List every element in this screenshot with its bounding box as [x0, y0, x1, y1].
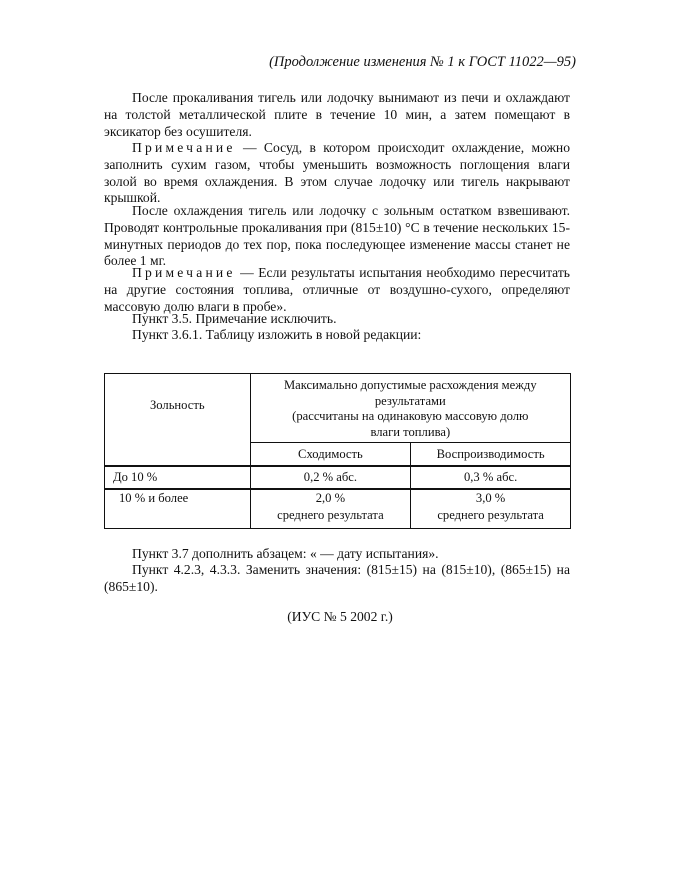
note-2 — [104, 265, 570, 315]
group-header-line: результатами — [374, 393, 446, 408]
cell-repeatability — [250, 489, 411, 529]
paragraph-text: Пункт 3.6.1. Таблицу изложить в новой редакции: — [132, 327, 422, 342]
cell-ash: До 10 % — [105, 466, 251, 489]
header-text: Зольность — [149, 398, 205, 412]
table-row — [105, 489, 571, 529]
paragraph-3-7 — [104, 546, 570, 563]
paragraph-weighing — [104, 203, 570, 270]
note-text: — Если результаты испытания необходимо пересчитать на другие состояния топлива, отличные от воздушно-сухого, определяют массовую долю влаги в пробе». — [104, 265, 570, 314]
note-1 — [104, 140, 570, 207]
page-header: (Продолжение изменения № 1 к ГОСТ 11022—95) — [269, 54, 576, 70]
table-row — [105, 466, 571, 489]
col-header-ash — [105, 374, 251, 467]
paragraph-text: Пункт 3.5. Примечание исключить. — [132, 311, 337, 326]
group-header-line: Максимально допустимые расхождения между — [283, 378, 537, 392]
paragraph-3-6-1 — [104, 327, 570, 344]
cell-ash: 10 % и более — [105, 489, 251, 529]
paragraph-4-2-3 — [104, 562, 570, 596]
cell-line: 3,0 % — [475, 491, 506, 505]
group-header-line: (рассчитаны на одинаковую массовую долю — [292, 409, 529, 423]
paragraph-text: После охлаждения тигель или лодочку с зольным остатком взвешивают. Проводят контрольные прокаливания при (815±10) °С в течение нескольких 15-минутных периодов до тех пор, пока последующее изменение массы станет не более 1 мг. — [104, 203, 570, 269]
cell-repeatability: 0,2 % абс. — [250, 466, 411, 489]
cell-reproducibility — [411, 489, 571, 529]
note-text: — Сосуд, в котором происходит охлаждение, можно заполнить сухим газом, чтобы уменьшить возможность поглощения влаги золой во время охлаждения. В этом случае лодочку или тигель накрывают крышкой. — [104, 140, 570, 206]
paragraph-text: Пункт 3.7 дополнить абзацем: « — дату испытания». — [132, 546, 439, 561]
paragraph-text: Пункт 4.2.3, 4.3.3. Заменить значения: (815±15) на (815±10), (865±15) на (865±10). — [104, 562, 570, 594]
paragraph-text: После прокаливания тигель или лодочку вынимают из печи и охлаждают на толстой металлической плите в течение 10 мин, а затем помещают в эксикатор без осушителя. — [104, 90, 570, 139]
cell-line: среднего результата — [437, 508, 544, 522]
paragraph-cooling — [104, 90, 570, 140]
note-label: Примечание — [132, 265, 236, 280]
group-header-line: влаги топлива) — [370, 424, 451, 439]
cell-reproducibility: 0,3 % абс. — [411, 466, 571, 489]
paragraph-3-5 — [104, 311, 570, 328]
table-header-row — [105, 374, 571, 443]
cell-line: 2,0 % — [315, 491, 346, 505]
note-label: Примечание — [132, 140, 236, 155]
group-header — [250, 374, 570, 443]
col-header-repeatability: Сходимость — [250, 443, 411, 467]
col-header-reproducibility: Воспроизводимость — [411, 443, 571, 467]
footer-source: (ИУС № 5 2002 г.) — [287, 609, 393, 624]
cell-line: среднего результата — [277, 508, 384, 522]
precision-table — [104, 373, 571, 529]
